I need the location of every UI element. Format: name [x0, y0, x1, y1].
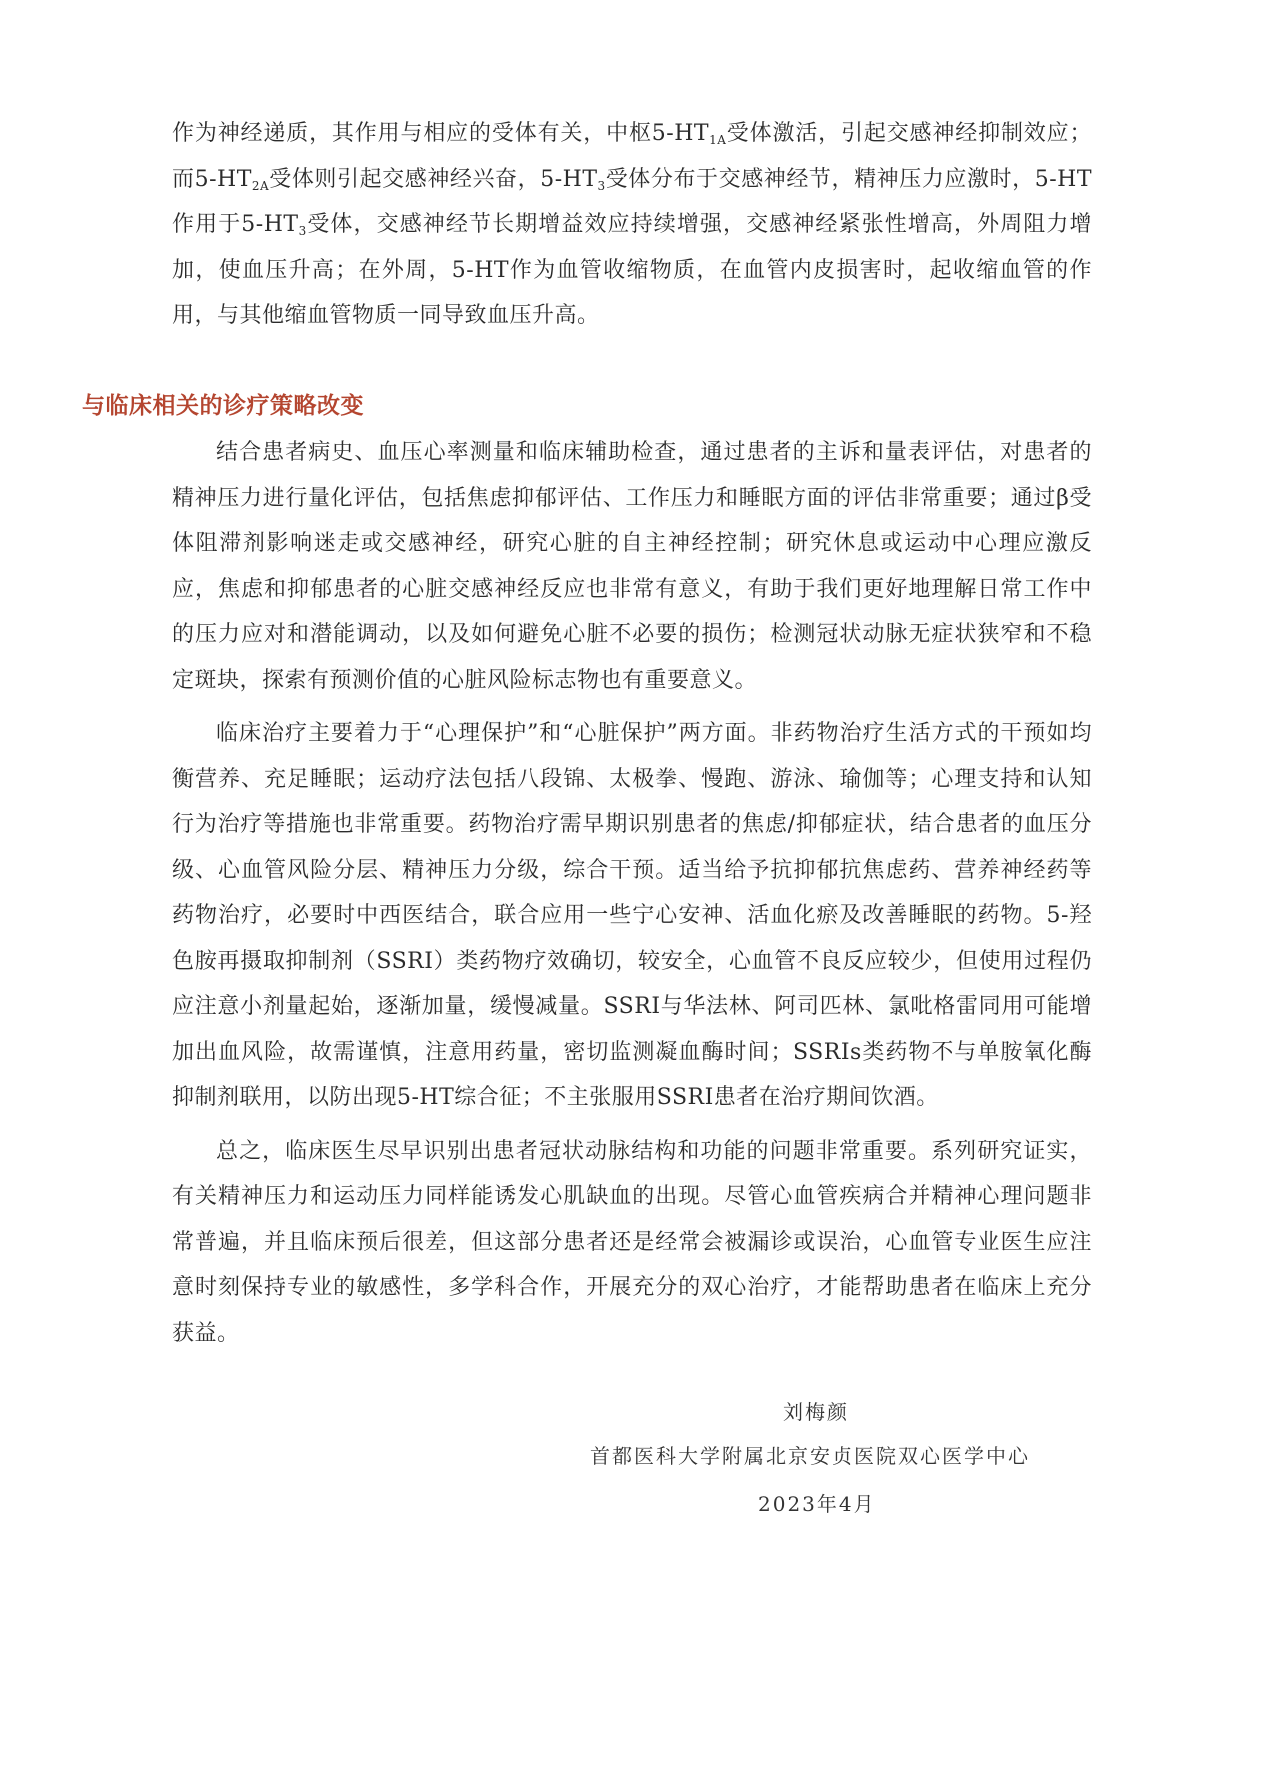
- author-organization: 首都医科大学附属北京安贞医院双心医学中心: [590, 1444, 1030, 1468]
- intro-text-2: 受体激活，引起交感神经抑制效应；而5-HT: [172, 121, 1092, 192]
- section-body: [172, 430, 1092, 1356]
- subscript-1a: 1A: [709, 133, 727, 147]
- intro-text-1: 作为神经递质，其作用与相应的受体有关，中枢5-HT: [172, 121, 710, 146]
- intro-text-3: 受体则引起交感神经兴奋，5-HT: [269, 166, 598, 192]
- body-paragraph-assessment: 结合患者病史、血压心率测量和临床辅助检查，通过患者的主诉和量表评估，对患者的精神压力进行量化评估，包括焦虑抑郁评估、工作压力和睡眠方面的评估非常重要；通过β受体阻滞剂影响迷走或交感神经，研究心脏的自主神经控制；研究休息或运动中心理应激反应，焦虑和抑郁患者的心脏交感神经反应也非常有意义，有助于我们更好地理解日常工作中的压力应对和潜能调动，以及如何避免心脏不必要的损伤；检测冠状动脉无症状狭窄和不稳定斑块，探索有预测价值的心脏风险标志物也有重要意义。: [172, 440, 1092, 693]
- body-paragraph-conclusion: 总之，临床医生尽早识别出患者冠状动脉结构和功能的问题非常重要。系列研究证实，有关精神压力和运动压力同样能诱发心肌缺血的出现。尽管心血管疾病合并精神心理问题非常普遍，并且临床预后很差，但这部分患者还是经常会被漏诊或误治，心血管专业医生应注意时刻保持专业的敏感性，多学科合作，开展充分的双心治疗，才能帮助患者在临床上充分获益。: [172, 1138, 1092, 1346]
- subscript-3b: 3: [298, 224, 307, 238]
- section-heading: 与临床相关的诊疗策略改变: [82, 392, 364, 419]
- intro-paragraph: [172, 111, 1092, 339]
- intro-text-block: [172, 111, 1092, 339]
- intro-text-4: 受体分布于交感神经节，精神压力应激时，5-HT作用于5-HT: [172, 166, 1092, 237]
- intro-text-5: 受体，交感神经节长期增益效应持续增强，交感神经紧张性增高，外周阻力增加，使血压升高；在外周，5-HT作为血管收缩物质，在血管内皮损害时，起收缩血管的作用，与其他缩血管物质一同导致血压升高。: [172, 212, 1092, 328]
- author-name: 刘梅颜: [783, 1400, 849, 1424]
- subscript-2a: 2A: [251, 178, 270, 193]
- subscript-3a: 3: [597, 178, 606, 193]
- signature-date: 2023年4月: [758, 1492, 876, 1516]
- body-paragraph-treatment: 临床治疗主要着力于“心理保护”和“心脏保护”两方面。非药物治疗生活方式的干预如均衡营养、充足睡眠；运动疗法包括八段锦、太极拳、慢跑、游泳、瑜伽等；心理支持和认知行为治疗等措施也非常重要。药物治疗需早期识别患者的焦虑/抑郁症状，结合患者的血压分级、心血管风险分层、精神压力分级，综合干预。适当给予抗抑郁抗焦虑药、营养神经药等药物治疗，必要时中西医结合，联合应用一些宁心安神、活血化瘀及改善睡眠的药物。5-羟色胺再摄取抑制剂（SSRI）类药物疗效确切，较安全，心血管不良反应较少，但使用过程仍应注意小剂量起始，逐渐加量，缓慢减量。SSRI与华法林、阿司匹林、氯吡格雷同用可能增加出血风险，故需谨慎，注意用药量，密切监测凝血酶时间；SSRIs类药物不与单胺氧化酶抑制剂联用，以防出现5-HT综合征；不主张服用SSRI患者在治疗期间饮酒。: [172, 721, 1092, 1110]
